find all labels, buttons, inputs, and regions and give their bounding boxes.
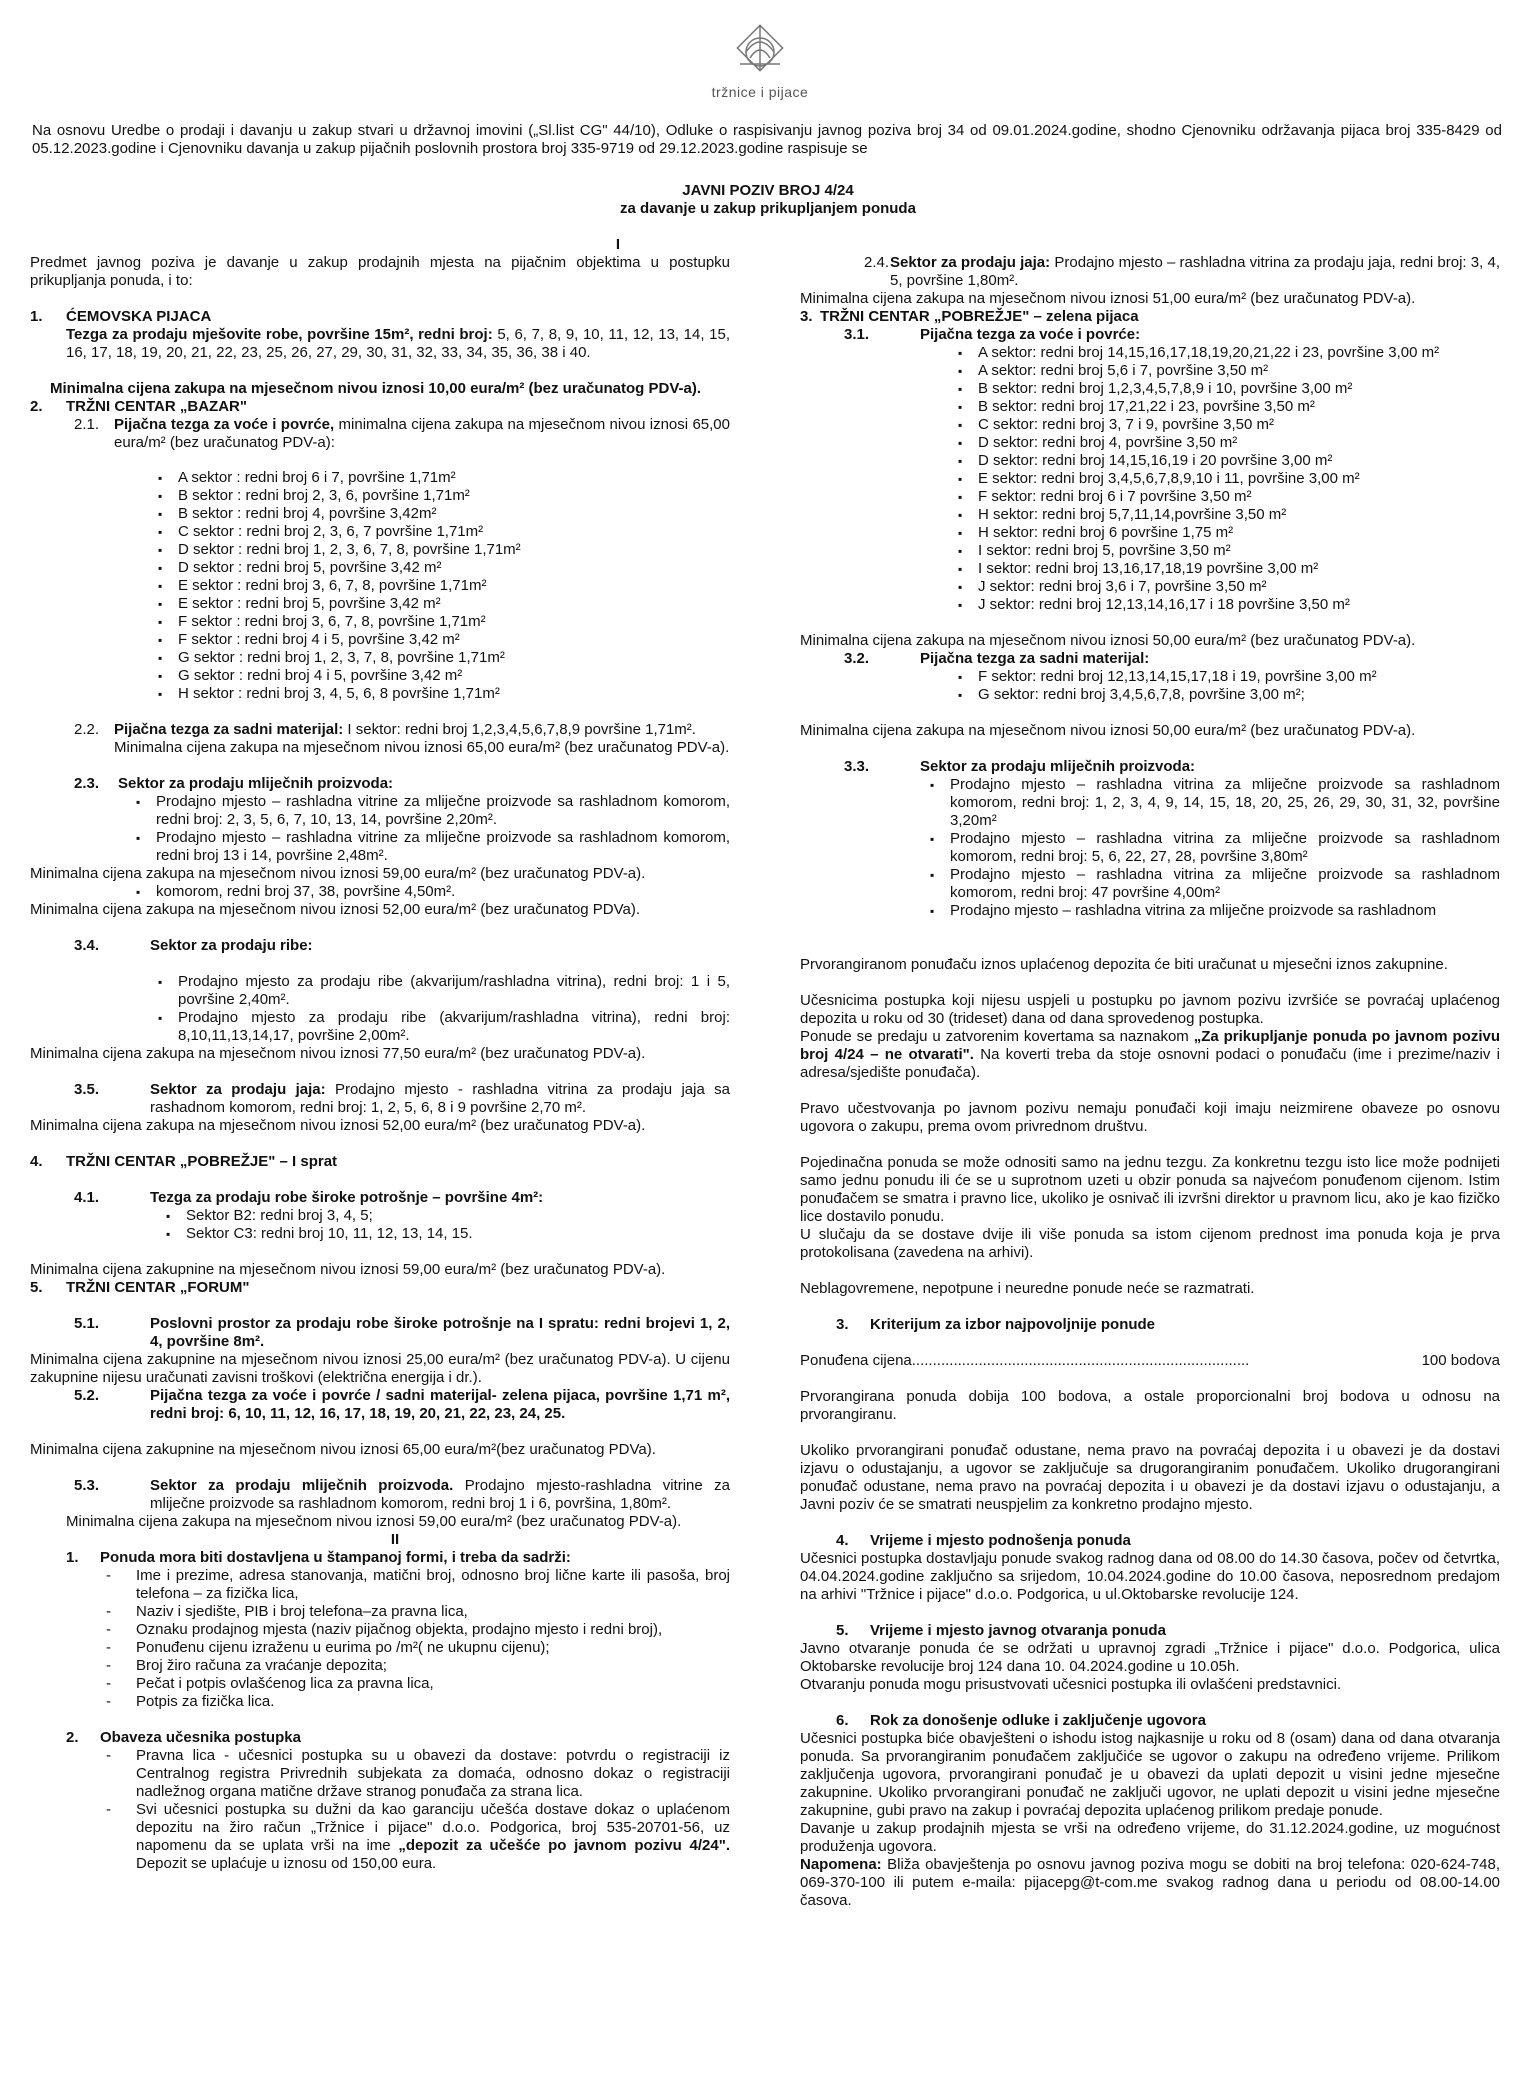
list-item: ▪ E sektor : redni broj 3, 6, 7, 8, površine 1,71m²	[178, 577, 730, 595]
logo-text: tržnice i pijace	[711, 84, 809, 100]
note-label: Napomena:	[800, 1856, 882, 1873]
subsection-number: 2.4.	[864, 254, 890, 271]
list-item: ▪ Prodajno mjesto za prodaju ribe (akvarijum/rashladna vitrina), redni broj: 1 i 5, površine 2,40m².	[178, 973, 730, 1009]
list-item: ▪ G sektor : redni broj 1, 2, 3, 7, 8, površine 1,71m²	[178, 649, 730, 667]
item-text: 5, 6, 7, 8, 9, 10, 11, 12, 13, 14, 15, 16, 17, 18, 19, 20, 21, 22, 23, 25, 26, 27, 29, 30, 31, 32, 33, 34, 35, 36, 38 i 40.	[66, 326, 731, 361]
item-text: minimalna cijena zakupa na mjesečnom nivou iznosi 65,00 eura/m² (bez uračunatog PDV-a):	[114, 416, 730, 451]
section-title: TRŽNI CENTAR „BAZAR"	[66, 398, 247, 415]
item-title: Sektor za prodaju mliječnih proizvoda.	[150, 1477, 454, 1494]
seedling-sector-list	[800, 668, 1500, 704]
subsection-3-2-heading	[800, 650, 1500, 668]
scoring-value: 100 bodova	[1421, 1352, 1500, 1369]
pobrezje-green-sector-list	[800, 344, 1500, 614]
list-item: ▪ A sektor : redni broj 6 i 7, površine 1,71m²	[178, 469, 730, 487]
section-number: 6.	[836, 1712, 849, 1729]
list-item: ▪ H sektor : redni broj 3, 4, 5, 6, 8 površine 1,71m²	[178, 685, 730, 703]
subsection-text	[890, 254, 1500, 290]
price-note: Minimalna cijena zakupnine na mjesečnom nivou iznosi 65,00 eura/m²(bez uračunatog PDVa).	[30, 1441, 656, 1458]
list-item: ▪ B sektor: redni broj 17,21,22 i 23, površine 3,50 m²	[978, 398, 1500, 416]
left-column	[30, 254, 730, 1873]
price-note: Minimalna cijena zakupa na mjesečnom nivou iznosi 59,00 eura/m² (bez uračunatog PDV-a).	[30, 865, 646, 882]
subsection-text	[150, 1477, 730, 1513]
item-title: Sektor za prodaju jaja:	[890, 254, 1051, 271]
logo-emblem-icon	[730, 18, 790, 78]
item-text: Depozit se uplaćuje u iznosu od 150,00 eura.	[136, 1855, 437, 1872]
list-item: ▪ Sektor C3: redni broj 10, 11, 12, 13, 14, 15.	[186, 1225, 730, 1243]
subsection-2-1	[30, 416, 730, 452]
item-title: Sektor za prodaju jaja:	[150, 1081, 326, 1098]
subsection-title: Pijačna tezga za sadni materijal:	[920, 650, 1150, 667]
criteria-heading	[800, 1316, 1500, 1334]
section-2-heading	[30, 398, 730, 416]
subsection-2-2	[30, 721, 730, 757]
subsection-text	[114, 416, 730, 452]
decision-heading	[800, 1712, 1500, 1730]
section-5-heading	[30, 1279, 730, 1297]
bazar-sector-list	[30, 469, 730, 703]
list-item: ▪ D sektor : redni broj 1, 2, 3, 6, 7, 8, površine 1,71m²	[178, 541, 730, 559]
withdrawal-paragraph: Ukoliko prvorangirani ponuđač odustane, nema pravo na povraćaj depozita i u obavezi je da dostavi izjavu o odustajanju, a ugovor se zaključuje sa drugorangiranim ponuđačem. Ukoliko drugorangirani ponuđač odustane, nema pravo na povraćaj depozita i u obavezi je da dostavi izjavu o odustajanju, a Javni poziv će se smatrati neuspjelim za konkretno prodajno mjesto.	[800, 1442, 1500, 1513]
subsection-2-3-heading	[30, 775, 730, 793]
list-item: - Potpis za fizička lica.	[136, 1693, 730, 1711]
scoring-dots: .................................................................................	[911, 1352, 1250, 1369]
price-note: Minimalna cijena zakupnine na mjesečnom nivou iznosi 25,00 eura/m² (bez uračunatog PDV-a). U cijenu zakupnine nijesu uračunati zavisni troškovi (električna energija i dr.).	[30, 1351, 730, 1386]
opening-paragraph: Javno otvaranje ponuda će se održati u upravnoj zgradi „Tržnice i pijace" d.o.o. Podgorica, ulica Oktobarske revolucije broj 124 dana 10. 04.2024.godine u 10.05h.	[800, 1640, 1500, 1675]
attendance-paragraph: Otvaranju ponuda mogu prisustvovati učesnici postupka ili ovlašćeni predstavnici.	[800, 1676, 1342, 1693]
decision-paragraph: Učesnici postupka biće obavješteni o ishodu istog najkasnije u roku od 8 (osam) dana od dana otvaranja ponuda. Sa prvorangiranim ponuđačem zaključiće se ugovor o zakupu na određeno vrijeme. Prilikom zaključenja ugovora, prvorangirani ponuđač je u obavezi da uplati depozit u visini jedne mjesečne zakupnine. Ukoliko prvorangirani ponuđač ne zaključi ugovor, ne uplati depozit u visini jedne mjesečne zakupnine, gubi pravo na zakup i povraćaj depozita uplaćenog prilikom predaje ponude.	[800, 1730, 1500, 1819]
list-item: ▪ I sektor: redni broj 13,16,17,18,19 površine 3,00 m²	[978, 560, 1500, 578]
section-title: Vrijeme i mjesto javnog otvaranja ponuda	[870, 1622, 1166, 1639]
scoring-paragraph: Prvorangirana ponuda dobija 100 bodova, a ostale proporcionalni broj bodova u odnosu na prvorangiranu.	[800, 1388, 1500, 1423]
lease-term-paragraph: Davanje u zakup prodajnih mjesta se vrši na određeno vrijeme, do 31.12.2024.godine, uz mogućnost produženja ugovora.	[800, 1820, 1500, 1855]
pobrezje-sector-list	[30, 1207, 730, 1243]
subsection-number: 2.2.	[74, 721, 100, 738]
section-title: ĆEMOVSKA PIJACA	[66, 308, 212, 325]
section-number: 5.	[836, 1622, 849, 1639]
page-subtitle: za davanje u zakup prikupljanjem ponuda	[620, 200, 916, 217]
price-note: Minimalna cijena zakupa na mjesečnom nivou iznosi 52,00 eura/m² (bez uračunatog PDV-a).	[30, 1117, 646, 1134]
section-number: 1.	[30, 308, 43, 325]
section-ii-heading: II	[390, 1531, 400, 1548]
submission-heading	[800, 1532, 1500, 1550]
paragraph-text: Na koverti treba da stoje osnovni podaci o ponuđaču (ime i prezime/naziv i adresa/sjedište ponuđača).	[800, 1046, 1500, 1081]
subsection-3-5	[30, 1081, 730, 1117]
section-number: 3.	[800, 308, 813, 325]
list-item: ▪ G sektor : redni broj 4 i 5, površine 3,42 m²	[178, 667, 730, 685]
price-note: Minimalna cijena zakupa na mjesečnom nivou iznosi 77,50 eura/m² (bez uračunatog PDV-a).	[30, 1045, 646, 1062]
list-item: ▪ J sektor: redni broj 12,13,14,16,17 i 18 površine 3,50 m²	[978, 596, 1500, 614]
subsection-number: 3.1.	[844, 326, 870, 343]
price-note: Minimalna cijena zakupa na mjesečnom nivou iznosi 52,00 eura/m² (bez uračunatog PDVa).	[30, 901, 641, 918]
list-item: ▪ C sektor: redni broj 3, 7 i 9, površine 3,50 m²	[978, 416, 1500, 434]
list-item: ▪ G sektor: redni broj 3,4,5,6,7,8, površine 3,00 m²;	[978, 686, 1500, 704]
section-4-heading	[30, 1153, 730, 1171]
opening-heading	[800, 1622, 1500, 1640]
list-item: ▪ Prodajno mjesto – rashladna vitrina za mliječne proizvode sa rashladnom komorom, redni broj: 1, 2, 3, 4, 9, 14, 15, 18, 20, 25, 26, 29, 30, 31, 32, površine 3,20m²	[950, 776, 1500, 830]
list-item: ▪ Prodajno mjesto – rashladna vitrina za mliječne proizvode sa rashladnom komorom, redni broj: 5, 6, 22, 27, 28, površine 3,80m²	[950, 830, 1500, 866]
subsection-number: 2.3.	[74, 775, 100, 792]
subsection-title: Sektor za prodaju ribe:	[150, 937, 313, 954]
subsection-5-1	[30, 1315, 730, 1351]
item-title: Pijačna tezga za voće i povrće,	[114, 416, 335, 433]
list-item: ▪ Prodajno mjesto – rashladna vitrine za mliječne proizvode sa rashladnom komorom, redni broj: 2, 3, 5, 6, 7, 10, 13, 14, površine 2,20m².	[156, 793, 730, 829]
list-item: - Ponuđenu cijenu izraženu u eurima po /m²( ne ukupnu cijenu);	[136, 1639, 730, 1657]
section-number: 4.	[30, 1153, 43, 1170]
list-item: ▪ C sektor : redni broj 2, 3, 6, 7 površine 1,71m²	[178, 523, 730, 541]
item-text: I sektor: redni broj 1,2,3,4,5,6,7,8,9 površine 1,71m².	[343, 721, 696, 738]
subsection-number: 3.5.	[74, 1081, 100, 1098]
dairy-list	[30, 793, 730, 865]
note-paragraph	[800, 1856, 1500, 1910]
item-title: Pijačna tezga za sadni materijal:	[114, 721, 344, 738]
single-offer-paragraph: Pojedinačna ponuda se može odnositi samo na jednu tezgu. Za konkretnu tezgu isto lice može podnijeti samo jednu ponudu ili će se u suprotnom uzeti u obzir ponuda sa najvećom ponuđenom cijenom. Istim ponuđačem se smatra i pravno lice, ukoliko je osnivač ili izvršni direktor u pravnom licu, ako je kao fizičko lice dostavilo ponudu.	[800, 1154, 1500, 1225]
list-item: ▪ E sektor : redni broj 5, površine 3,42 m²	[178, 595, 730, 613]
price-note: Minimalna cijena zakupnine na mjesečnom nivou iznosi 59,00 eura/m² (bez uračunatog PDV-a).	[30, 1261, 666, 1278]
list-item: ▪ A sektor: redni broj 14,15,16,17,18,19,20,21,22 i 23, površine 3,00 m²	[978, 344, 1500, 362]
subsection-title: Pijačna tezga za voće i povrće / sadni materijal- zelena pijaca, površine 1,71 m², redni broj: 6, 10, 11, 12, 16, 17, 18, 19, 20, 21, 22, 23, 24, 25.	[150, 1387, 730, 1422]
right-column	[800, 254, 1500, 1910]
subsection-number: 2.1.	[74, 416, 100, 433]
scoring-line	[800, 1352, 1500, 1370]
subsection-number: 5.3.	[74, 1477, 100, 1494]
list-item: ▪ Prodajno mjesto – rashladna vitrine za mliječne proizvode sa rashladnom komorom, redni broj 13 i 14, površine 2,48m².	[156, 829, 730, 865]
subsection-3-4-heading	[30, 937, 730, 955]
price-note: Minimalna cijena zakupa na mjesečnom nivou iznosi 10,00 eura/m² (bez uračunatog PDV-a).	[50, 380, 702, 397]
list-item: ▪ Sektor B2: redni broj 3, 4, 5;	[186, 1207, 730, 1225]
deposit-paragraph: Prvorangiranom ponuđaču iznos uplaćenog depozita će biti uračunat u mjesečni iznos zakupnine.	[800, 956, 1448, 973]
item-text: Prodajno mjesto – rashladna vitrina za prodaju jaja, redni broj: 3, 4, 5, površine 1,80m².	[890, 254, 1501, 289]
section-title: Rok za donošenje odluke i zaključenje ugovora	[870, 1712, 1206, 1729]
list-item: - Ime i prezime, adresa stanovanja, matični broj, odnosno broj lične karte ili pasoša, broj telefona – za fizička lica,	[136, 1567, 730, 1603]
subsection-text	[114, 721, 730, 739]
section-3-heading	[800, 308, 1500, 326]
subsection-title: Pijačna tezga za voće i povrće:	[920, 326, 1141, 343]
paragraph-text: Ponude se predaju u zatvorenim kovertama sa naznakom	[800, 1028, 1194, 1045]
list-item: ▪ I sektor: redni broj 5, površine 3,50 m²	[978, 542, 1500, 560]
section-number: 5.	[30, 1279, 43, 1296]
price-note: Minimalna cijena zakupa na mjesečnom nivou iznosi 50,00 eura/m² (bez uračunatog PDV-a).	[800, 722, 1416, 739]
dairy-list-extra	[30, 883, 730, 901]
list-item: ▪ komorom, redni broj 37, 38, površine 4,50m².	[156, 883, 730, 901]
section-title: Ponuda mora biti dostavljena u štampanoj formi, i treba da sadrži:	[100, 1549, 571, 1566]
envelope-label: „Za prikupljanje ponuda po javnom pozivu broj 4/24 – ne otvarati".	[800, 1028, 1500, 1063]
section-number: 3.	[836, 1316, 849, 1333]
list-item: ▪ D sektor: redni broj 4, površine 3,50 m²	[978, 434, 1500, 452]
section-number: 4.	[836, 1532, 849, 1549]
subsection-3-3-heading	[800, 758, 1500, 776]
section-i-heading: I	[615, 236, 621, 253]
list-item: ▪ Prodajno mjesto – rashladna vitrina za mliječne proizvode sa rashladnom komorom, redni broj: 47 površine 4,00m²	[950, 866, 1500, 902]
subsection-number: 5.2.	[74, 1387, 100, 1404]
subsection-number: 5.1.	[74, 1315, 100, 1332]
item-text: Svi učesnici postupka su dužni da kao garanciju učešća dostave dokaz o uplaćenom depozitu na žiro račun „Tržnice i pijace" d.o.o. Podgorica, broj 535-20701-56, uz napomenu da se uplata vrši na ime	[136, 1801, 730, 1854]
eligibility-paragraph: Pravo učestvovanja po javnom pozivu nemaju ponuđači koji imaju neizmirene obaveze po osnovu ugovora o zakupu, prema ovom privrednom društvu.	[800, 1100, 1500, 1135]
lead-paragraph: Predmet javnog poziva je davanje u zakup prodajnih mjesta na pijačnim objektima u postupku prikupljanja ponuda, i to:	[30, 254, 730, 289]
equal-price-paragraph: U slučaju da se dostave dvije ili više ponuda sa istom cijenom prednost ima ponuda koja je prva protokolisana (zavedena na arhivi).	[800, 1226, 1500, 1261]
participant-obligations-list	[30, 1747, 730, 1873]
subsection-title: Sektor za prodaju mliječnih proizvoda:	[920, 758, 1196, 775]
note-text: Bliža obavještenja po osnovu javnog poziva mogu se dobiti na broj telefona: 020-624-748, 069-370-100 ili putem e-maila: pijacepg@t-com.me svakog radnog dana u periodu od 08.00-14.00 časova.	[800, 1856, 1500, 1909]
item-title: Tezga za prodaju mješovite robe, površine 15m², redni broj:	[66, 326, 493, 343]
price-note: Minimalna cijena zakupa na mjesečnom nivou iznosi 50,00 eura/m² (bez uračunatog PDV-a).	[800, 632, 1416, 649]
list-item: - Broj žiro računa za vraćanje depozita;	[136, 1657, 730, 1675]
section-number: 1.	[66, 1549, 79, 1566]
subsection-2-4	[800, 254, 1500, 290]
section-1-heading	[30, 308, 730, 326]
section-title: TRŽNI CENTAR „POBREŽJE" – I sprat	[66, 1153, 338, 1170]
section-ii-1-heading	[30, 1549, 730, 1567]
price-note: Minimalna cijena zakupa na mjesečnom nivou iznosi 59,00 eura/m² (bez uračunatog PDV-a).	[66, 1513, 682, 1530]
section-1-text	[30, 326, 730, 362]
subsection-5-2	[30, 1387, 730, 1423]
section-title: TRŽNI CENTAR „POBREŽJE" – zelena pijaca	[820, 308, 1139, 325]
list-item: ▪ J sektor: redni broj 3,6 i 7, površine 3,50 m²	[978, 578, 1500, 596]
list-item: ▪ H sektor: redni broj 6 površine 1,75 m²	[978, 524, 1500, 542]
section-title: Obaveza učesnika postupka	[100, 1729, 301, 1746]
price-note: Minimalna cijena zakupa na mjesečnom nivou iznosi 65,00 eura/m² (bez uračunatog PDV-a).	[114, 739, 730, 756]
section-number: 2.	[66, 1729, 79, 1746]
section-title: Vrijeme i mjesto podnošenja ponuda	[870, 1532, 1131, 1549]
section-number: 2.	[30, 398, 43, 415]
offer-requirements-list	[30, 1567, 730, 1711]
price-note: Minimalna cijena zakupa na mjesečnom nivou iznosi 51,00 eura/m² (bez uračunatog PDV-a).	[800, 290, 1416, 307]
list-item: - Pečat i potpis ovlašćenog lica za pravna lica,	[136, 1675, 730, 1693]
section-title: Kriterijum za izbor najpovoljnije ponude	[870, 1316, 1156, 1333]
envelope-paragraph	[800, 1028, 1500, 1082]
subsection-3-1-heading	[800, 326, 1500, 344]
list-item: ▪ D sektor: redni broj 14,15,16,19 i 20 površine 3,00 m²	[978, 452, 1500, 470]
item-text: Prodajno mjesto-rashladna vitrine za mliječne proizvode sa rashladnom komorom, redni broj 1 i 6, površina, 1,80m².	[150, 1477, 730, 1512]
subsection-title: Sektor za prodaju mliječnih proizvoda:	[118, 775, 394, 792]
list-item: - Naziv i sjedište, PIB i broj telefona–za pravna lica,	[136, 1603, 730, 1621]
list-item: ▪ Prodajno mjesto za prodaju ribe (akvarijum/rashladna vitrina), redni broj: 8,10,11,13,14,17, površine 2,00m².	[178, 1009, 730, 1045]
pobrezje-dairy-list	[800, 776, 1500, 920]
list-item: ▪ F sektor : redni broj 4 i 5, površine 3,42 m²	[178, 631, 730, 649]
subsection-number: 3.2.	[844, 650, 870, 667]
list-item: - Pravna lica - učesnici postupka su u obavezi da dostave: potvrdu o registraciji iz Centralnog registra Privrednih subjekata za domaća, odnosno dokaz o registraciji nadležnog organa matične države stranog ponuđača za strana lica.	[136, 1747, 730, 1801]
subsection-title: Poslovni prostor za prodaju robe široke potrošnje na I spratu: redni brojevi 1, 2, 4, površine 8m².	[150, 1315, 730, 1350]
list-item: ▪ H sektor: redni broj 5,7,11,14,površine 3,50 m²	[978, 506, 1500, 524]
page-title: JAVNI POZIV BROJ 4/24	[682, 182, 854, 199]
subsection-text	[150, 1081, 730, 1117]
list-item: ▪ Prodajno mjesto – rashladna vitrina za mliječne proizvode sa rashladnom	[950, 902, 1500, 920]
list-item: - Oznaku prodajnog mjesta (naziv pijačnog objekta, prodajno mjesto i redni broj),	[136, 1621, 730, 1639]
company-logo	[700, 18, 820, 101]
list-item: ▪ F sektor : redni broj 3, 6, 7, 8, površine 1,71m²	[178, 613, 730, 631]
scoring-label: Ponuđena cijena	[800, 1352, 912, 1369]
list-item: ▪ B sektor : redni broj 2, 3, 6, površine 1,71m²	[178, 487, 730, 505]
list-item: ▪ B sektor : redni broj 4, površine 3,42m²	[178, 505, 730, 523]
rejection-paragraph: Neblagovremene, nepotpune i neuredne ponude neće se razmatrati.	[800, 1280, 1255, 1297]
subsection-5-3	[30, 1477, 730, 1513]
item-text: Prodajno mjesto - rashladna vitrina za prodaju jaja sa rashadnom komorom, redni broj: 1, 2, 5, 6, 8 i 9 površine 2,70 m².	[150, 1081, 730, 1116]
subsection-4-1-heading	[30, 1189, 730, 1207]
list-item	[136, 1801, 730, 1873]
list-item: ▪ A sektor: redni broj 5,6 i 7, površine 3,50 m²	[978, 362, 1500, 380]
list-item: ▪ F sektor: redni broj 12,13,14,15,17,18 i 19, površine 3,00 m²	[978, 668, 1500, 686]
list-item: ▪ F sektor: redni broj 6 i 7 površine 3,50 m²	[978, 488, 1500, 506]
intro-paragraph: Na osnovu Uredbe o prodaji i davanju u zakup stvari u državnoj imovini („Sl.list CG" 44/10), Odluke o raspisivanju javnog poziva broj 34 od 09.01.2024.godine, shodno Cjenovniku održavanja pijaca broj 335-8429 od 05.12.2023.godine i Cjenovniku davanja u zakup pijačnih poslovnih prostora broj 335-9719 od 29.12.2023.godine raspisuje se	[32, 122, 1502, 157]
subsection-number: 3.4.	[74, 937, 100, 954]
subsection-number: 4.1.	[74, 1189, 100, 1206]
submission-paragraph: Učesnici postupka dostavljaju ponude svakog radnog dana od 08.00 do 14.30 časova, počev od četvrtka, 04.04.2024.godine zaključno sa srijedom, 10.04.2024.godine do 10.00 časova, neposrednom predajom na arhivi "Tržnice i pijace" d.o.o. Podgorica, u ul.Oktobarske revolucije 124.	[800, 1550, 1500, 1603]
section-title: TRŽNI CENTAR „FORUM"	[66, 1279, 250, 1296]
list-item: ▪ E sektor: redni broj 3,4,5,6,7,8,9,10 i 11, površine 3,00 m²	[978, 470, 1500, 488]
item-bold-text: „depozit za učešće po javnom pozivu 4/24".	[398, 1837, 730, 1854]
list-item: ▪ B sektor: redni broj 1,2,3,4,5,7,8,9 i 10, površine 3,00 m²	[978, 380, 1500, 398]
list-item: ▪ D sektor : redni broj 5, površine 3,42 m²	[178, 559, 730, 577]
fish-list	[30, 973, 730, 1045]
section-ii-2-heading	[30, 1729, 730, 1747]
subsection-title: Tezga za prodaju robe široke potrošnje – površine 4m²:	[150, 1189, 544, 1206]
refund-paragraph: Učesnicima postupka koji nijesu uspjeli u postupku po javnom pozivu izvršiće se povraćaj uplaćenog depozita u roku od 30 (trideset) dana od dana sprovedenog postupka.	[800, 992, 1500, 1027]
subsection-number: 3.3.	[844, 758, 870, 775]
